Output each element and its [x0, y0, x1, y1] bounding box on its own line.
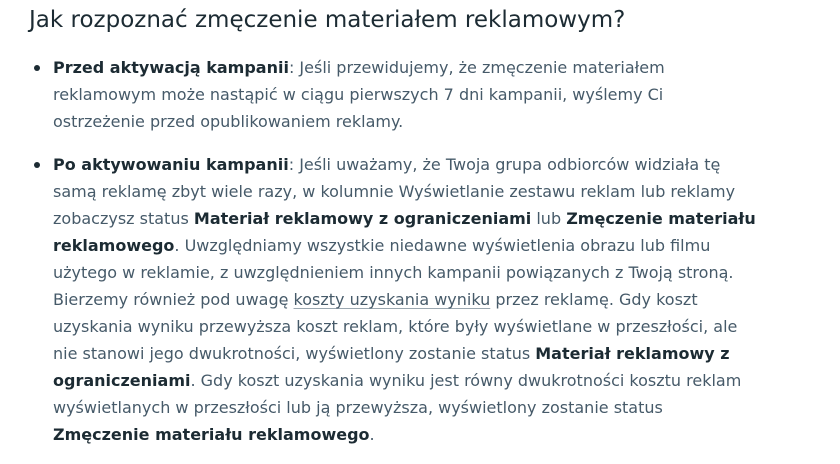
status-name: Zmęczenie materiału — [566, 209, 756, 228]
item-text: zobaczysz status — [53, 209, 194, 228]
item-title: Przed aktywacją kampanii — [53, 58, 289, 77]
status-name: Materiał reklamowy z — [535, 344, 730, 363]
item-text: lub — [531, 209, 567, 228]
item-text: : Jeśli przewidujemy, że zmęczenie materiałem — [288, 58, 665, 77]
text-line — [53, 367, 819, 394]
text-line: ostrzeżenie przed opublikowaniem reklamy. — [53, 112, 404, 131]
text-line — [53, 205, 819, 232]
text-line — [53, 286, 819, 313]
item-text: . Gdy koszt uzyskania wyniku jest równy dwukrotności kosztu reklam — [190, 371, 742, 390]
item-title: Po aktywowaniu kampanii — [53, 155, 289, 174]
bullet-icon — [34, 162, 40, 168]
list-item-before-activation — [29, 54, 819, 135]
list-item-after-activation — [29, 151, 819, 448]
item-text: : Jeśli uważamy, że Twoja grupa odbiorców widziała tę — [288, 155, 721, 174]
item-text: przez reklamę. Gdy koszt — [490, 290, 698, 309]
text-line — [53, 340, 819, 367]
item-text: Bierzemy również pod uwagę — [53, 290, 294, 309]
bullet-list — [29, 54, 840, 448]
item-text: . Uwzględniamy wszystkie niedawne wyświetlenia obrazu lub filmu — [174, 236, 711, 255]
text-line: wyświetlanych w przeszłości lub ją przewyższa, wyświetlony zostanie status — [53, 398, 663, 417]
text-line: reklamowym może nastąpić w ciągu pierwszych 7 dni kampanii, wyślemy Ci — [53, 85, 664, 104]
text-line: uzyskania wyniku przewyższa koszt reklam, które były wyświetlane w przeszłości, ale — [53, 317, 738, 336]
section-heading: Jak rozpoznać zmęczenie materiałem reklamowym? — [29, 7, 626, 33]
text-line — [53, 232, 819, 259]
item-text: . — [369, 425, 375, 444]
text-line: użytego w reklamie, z uwzględnieniem innych kampanii powiązanych z Twoją stroną. — [53, 263, 734, 282]
text-line: samą reklamę zbyt wiele razy, w kolumnie Wyświetlanie zestawu reklam lub reklamy — [53, 182, 736, 201]
text-line — [53, 54, 819, 81]
cost-per-result-link[interactable]: koszty uzyskania wyniku — [293, 290, 491, 309]
bullet-icon — [34, 65, 40, 71]
status-name: reklamowego — [53, 236, 175, 255]
status-name: Materiał reklamowy z ograniczeniami — [193, 209, 532, 228]
text-line — [53, 151, 819, 178]
item-text: nie stanowi jego dwukrotności, wyświetlony zostanie status — [53, 344, 536, 363]
status-name: ograniczeniami — [53, 371, 191, 390]
status-name: Zmęczenie materiału reklamowego — [53, 425, 370, 444]
text-line — [53, 421, 819, 448]
